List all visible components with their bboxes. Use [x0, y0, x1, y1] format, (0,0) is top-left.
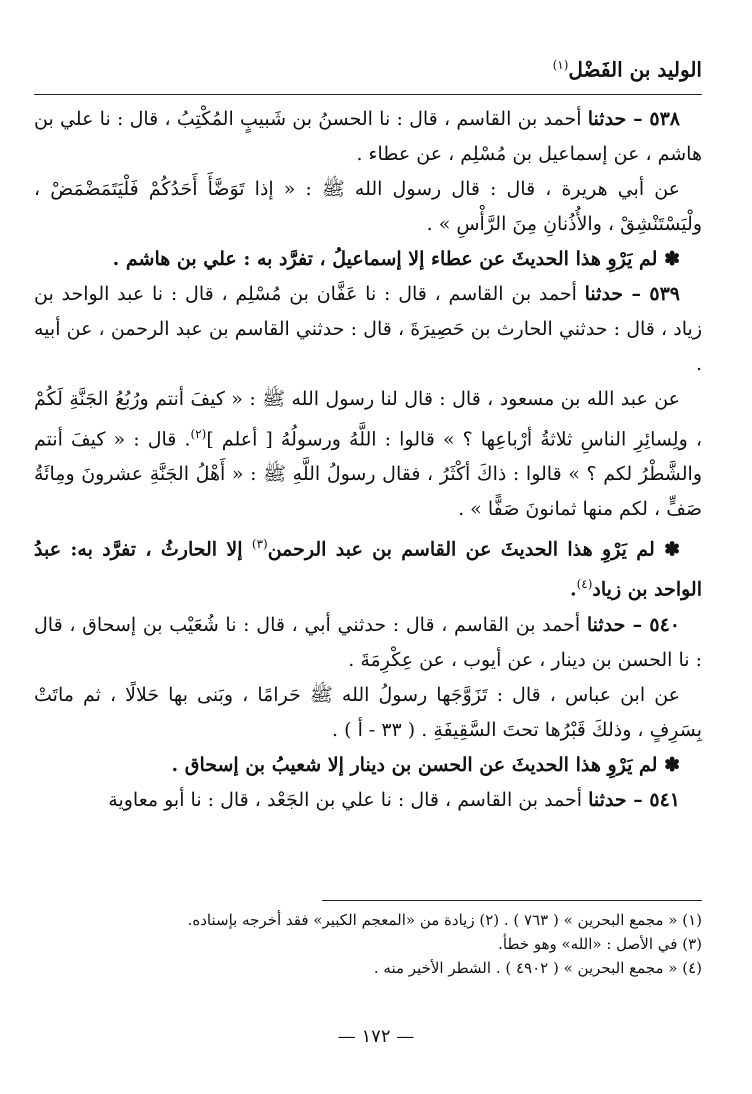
hadith-539-comment — [34, 527, 702, 608]
hadith-number: ٥٣٨ – حدثنا — [587, 107, 681, 130]
page-body — [34, 48, 702, 818]
footnote-line: (٣) في الأصل : «الله» وهو خطأ. — [498, 935, 702, 953]
footnote-ref: (٤) — [576, 577, 593, 592]
hadith-text: أحمد بن القاسم ، قال : نا الحسنُ بن شَبيبٍ المُكْتِبُ ، قال : نا علي بن هاشم ، عن إسماعيل بن مُسْلِم ، عن عطاء . — [34, 107, 702, 165]
footnote-line: (٤) « مجمع البحرين » ( ٤٩٠٢ ) . الشطر الأخير منه . — [373, 959, 702, 977]
hadith-540-comment: ✽ لم يَرْوِ هذا الحديثَ عن الحسن بن دينار إلا شعيبُ بن إسحاق . — [171, 753, 680, 776]
footnote-separator — [322, 900, 702, 901]
comment-text: إلا الحارثُ ، تفرَّد به: عبدُ الواحد بن زياد — [34, 538, 702, 601]
footnote-line: (١) « مجمع البحرين » ( ٧٦٣ ) . (٢) زيادة من «المعجم الكبير» فقد أخرجه بإسناده. — [187, 911, 702, 929]
footnotes — [40, 908, 702, 980]
comment-text: ✽ لم يَرْوِ هذا الحديثَ عن القاسم بن عبد الرحمن — [267, 538, 680, 561]
hadith-540-matn: عن ابن عباس ، قال : تَزَوَّجَها رسولُ الله ﷺ حَرامًا ، وبَنى بها حَلالًا ، ثم ماتَتْ بِسَرِفٍ ، وذلكَ قَبْرُها تحتَ السَّقِيفَةِ . ( ٣٣ - أ ) . — [34, 683, 702, 741]
title-footnote-ref: (١) — [552, 58, 569, 72]
comment-period: . — [569, 578, 577, 601]
hadith-number: ٥٤١ – حدثنا — [588, 788, 680, 811]
hadith-538-matn: عن أبي هريرة ، قال : قال رسول الله ﷺ : « إذا تَوَضَّأَ أَحَدُكُمْ فَلْيَتَمَضْمَضْ ، ولْيَسْتَنْشِقْ ، والأُذُنانِ مِنَ الرَّأْسِ » . — [34, 177, 702, 235]
hadith-538-isnad — [34, 102, 702, 172]
hadith-text: أحمد بن القاسم ، قال : نا عَفَّان بن مُسْلِم ، قال : نا عبد الواحد بن زياد ، قال : حدثني الحارث بن حَصِيرَةَ ، قال : حدثني القاسم بن عبد الرحمن ، عن أبيه . — [34, 282, 702, 375]
hadith-text: أحمد بن القاسم ، قال : حدثني أبي ، قال : نا شُعَيْب بن إسحاق ، قال : نا الحسن بن دينار ، عن أيوب ، عن عِكْرِمَةَ . — [34, 613, 702, 671]
footnote-ref: (٢) — [190, 426, 207, 441]
hadith-text: . قال : « كيفَ أنتم والشَّطْرُ لكم ؟ » قالوا : ذاكَ أكْثَرُ ، فقال رسولُ اللَّهِ ﷺ : « أَهْلُ الجَنَّةِ عشرونَ ومِائَةُ صَفٍّ ، لكم منها ثمانونَ صَفًّا » . — [34, 427, 702, 520]
footnote-ref: (٣) — [251, 536, 268, 551]
page-title — [34, 48, 702, 88]
hadith-538-comment: ✽ لم يَرْوِ هذا الحديثَ عن عطاء إلا إسماعيلُ ، تفرَّد به : علي بن هاشم . — [112, 247, 680, 270]
page-number: — ١٧٢ — — [337, 1026, 415, 1047]
hadith-539-matn — [34, 382, 702, 527]
hadith-number: ٥٣٩ – حدثنا — [584, 282, 680, 305]
title-separator — [34, 94, 702, 95]
hadith-text: عن عبد الله بن مسعود ، قال : قال لنا رسول الله ﷺ : « كيفَ أنتم ورُبُعُ الجَنَّةِ لَكُمْ ، ولِسائِرِ الناسِ ثلاثةُ أرْباعِها ؟ » قالوا : اللَّهُ ورسولُهُ [ أعلم ] — [34, 387, 702, 450]
hadith-text: أحمد بن القاسم ، قال : نا علي بن الجَعْد ، قال : نا أبو معاوية — [108, 788, 589, 811]
title-text: الوليد بن الفَضْل — [568, 57, 702, 82]
hadith-number: ٥٤٠ – حدثنا — [586, 613, 680, 636]
hadith-541-isnad — [34, 783, 702, 818]
hadith-539-isnad — [34, 277, 702, 382]
hadith-540-isnad — [34, 608, 702, 678]
